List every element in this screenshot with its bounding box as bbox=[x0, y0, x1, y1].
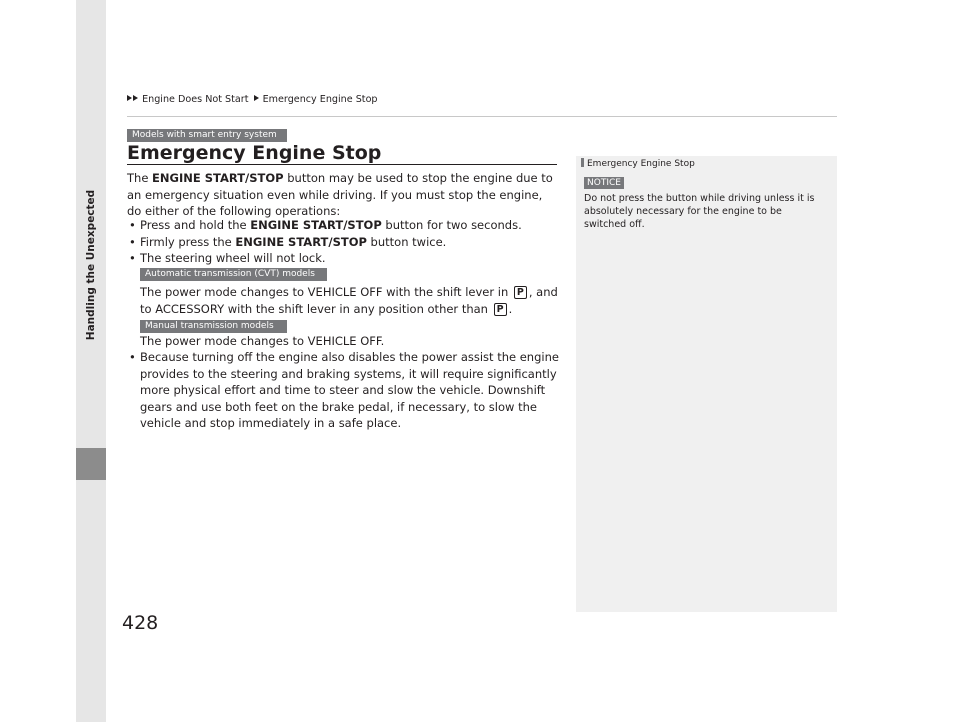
bullet-button-name: ENGINE START/STOP bbox=[250, 218, 382, 232]
arrow-right-icon bbox=[254, 95, 259, 101]
operation-list bbox=[127, 217, 559, 267]
warning-list bbox=[127, 349, 561, 432]
sidebar-tab bbox=[76, 0, 106, 722]
park-key-icon: P bbox=[514, 286, 527, 299]
badge-smart-entry: Models with smart entry system bbox=[127, 129, 287, 142]
cvt-text: , and to ACCESSORY with the shift lever in any position other than bbox=[140, 285, 558, 316]
bullet-button-name: ENGINE START/STOP bbox=[235, 234, 367, 249]
page-number: 428 bbox=[122, 612, 159, 634]
bullet-icon: • bbox=[129, 350, 136, 364]
header-rule bbox=[127, 116, 837, 117]
badge-cvt-models: Automatic transmission (CVT) models bbox=[140, 268, 327, 281]
panel-title-text: Emergency Engine Stop bbox=[587, 159, 695, 169]
bullet-icon: • bbox=[129, 234, 136, 249]
bullet-text: button for two seconds. bbox=[381, 218, 522, 232]
list-item bbox=[127, 250, 559, 267]
badge-manual-models: Manual transmission models bbox=[140, 320, 287, 333]
list-item bbox=[127, 349, 561, 432]
breadcrumb-item-emergency-engine-stop: Emergency Engine Stop bbox=[262, 94, 378, 105]
manual-paragraph: The power mode changes to VEHICLE OFF. bbox=[140, 334, 385, 348]
bullet-text: Firmly press the bbox=[140, 234, 236, 249]
bullet-text: Press and hold the bbox=[140, 218, 251, 232]
title-rule bbox=[127, 164, 557, 165]
intro-prefix: The bbox=[127, 171, 153, 185]
bullet-text: Because turning off the engine also disables the power assist the engine provides to the steering and braking systems, it will require significantly more physical effort and time to steer and slow the vehicle. Downshift gears and use both feet on the brake pedal, if necessary, to slow the vehicle and stop immediately in a safe place. bbox=[140, 350, 559, 430]
park-key-icon: P bbox=[494, 303, 507, 316]
cvt-paragraph bbox=[140, 284, 560, 317]
list-item bbox=[127, 234, 559, 251]
arrow-right-icon bbox=[133, 95, 138, 101]
cvt-text: . bbox=[508, 301, 513, 316]
intro-paragraph bbox=[127, 170, 559, 220]
notice-badge: NOTICE bbox=[584, 177, 624, 189]
panel-title bbox=[581, 158, 695, 169]
list-item bbox=[127, 217, 559, 234]
breadcrumb-item-engine-does-not-start[interactable]: Engine Does Not Start bbox=[142, 94, 249, 105]
bullet-icon: • bbox=[129, 251, 136, 265]
intro-button-name: ENGINE START/STOP bbox=[152, 171, 284, 185]
bullet-icon: • bbox=[129, 218, 136, 232]
notice-text: Do not press the button while driving unless it is absolutely necessary for the engine to be switched off. bbox=[584, 193, 815, 230]
page-title: Emergency Engine Stop bbox=[127, 142, 382, 164]
section-marker-icon bbox=[581, 158, 584, 167]
sidebar-label: Handling the Unexpected bbox=[85, 189, 97, 341]
sidebar-section-marker bbox=[76, 448, 106, 480]
arrow-right-icon bbox=[127, 95, 132, 101]
bullet-text: button twice. bbox=[366, 234, 447, 249]
intro-suffix: button may be used to stop the engine due to an emergency situation even while driving. If you must stop the engine, do either of the following operations: bbox=[127, 171, 553, 218]
cvt-text: The power mode changes to VEHICLE OFF with the shift lever in bbox=[140, 285, 512, 299]
breadcrumb bbox=[127, 94, 378, 105]
bullet-text: The steering wheel will not lock. bbox=[140, 251, 326, 265]
